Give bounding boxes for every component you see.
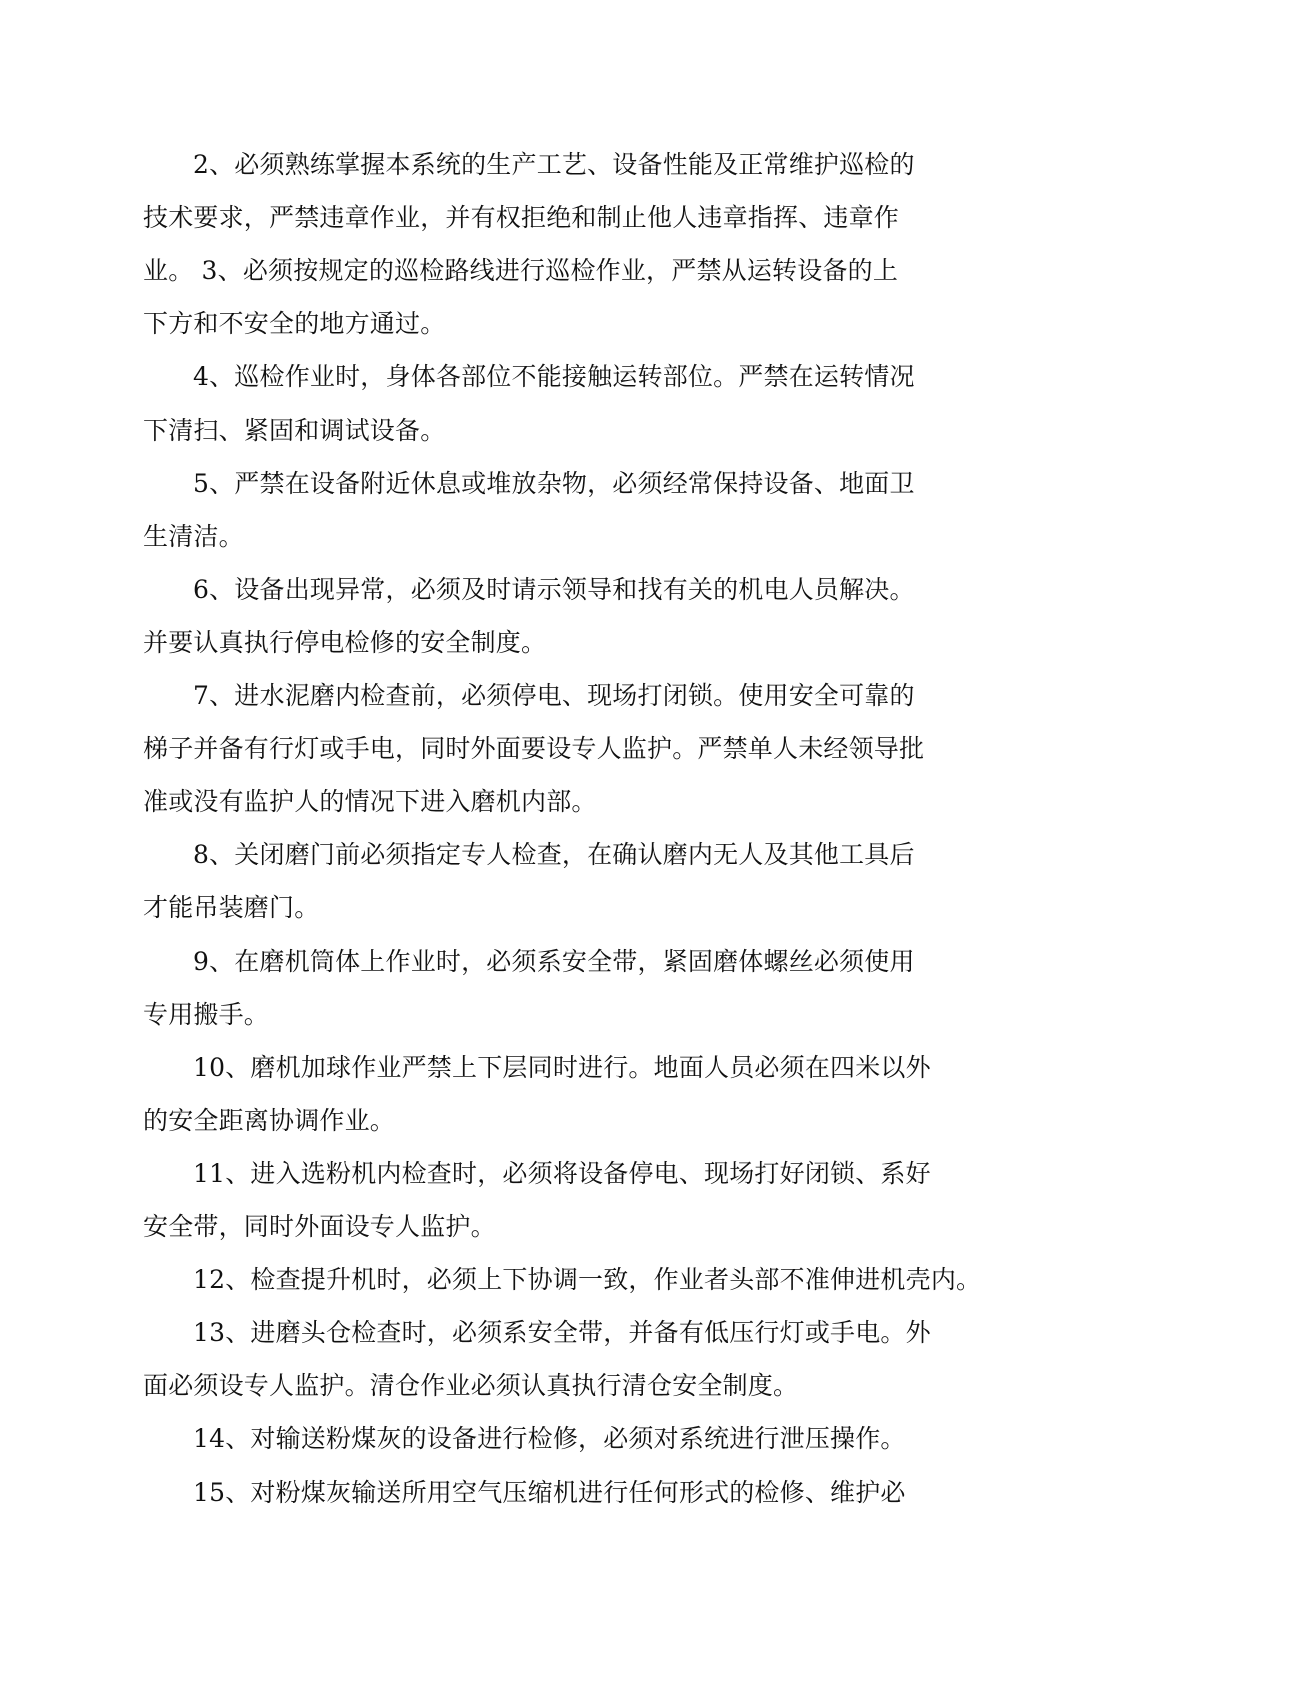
text-line: 9、在磨机筒体上作业时，必须系安全带，紧固磨体螺丝必须使用 (193, 946, 915, 976)
text-line: 13、进磨头仓检查时，必须系安全带，并备有低压行灯或手电。外 (193, 1318, 931, 1348)
text-line: 并要认真执行停电检修的安全制度。 (143, 627, 547, 657)
text-line: 5、严禁在设备附近休息或堆放杂物，必须经常保持设备、地面卫 (193, 468, 915, 498)
text-line: 4、巡检作业时，身体各部位不能接触运转部位。严禁在运转情况 (193, 362, 915, 392)
text-line: 15、对粉煤灰输送所用空气压缩机进行任何形式的检修、维护必 (193, 1477, 906, 1507)
text-line: 下清扫、紧固和调试设备。 (143, 415, 446, 445)
text-line: 技术要求，严禁违章作业，并有权拒绝和制止他人违章指挥、违章作 (143, 203, 900, 233)
text-line: 11、进入选粉机内检查时，必须将设备停电、现场打好闭锁、系好 (193, 1158, 931, 1188)
text-line: 8、关闭磨门前必须指定专人检查，在确认磨内无人及其他工具后 (193, 840, 915, 870)
text-line: 梯子并备有行灯或手电，同时外面要设专人监护。严禁单人未经领导批 (143, 734, 925, 764)
text-line: 7、进水泥磨内检查前，必须停电、现场打闭锁。使用安全可靠的 (193, 681, 915, 710)
text-line: 下方和不安全的地方通过。 (143, 309, 446, 339)
text-line: 专用搬手。 (143, 999, 270, 1029)
text-line: 准或没有监护人的情况下进入磨机内部。 (143, 787, 597, 817)
text-line: 生清洁。 (143, 521, 244, 551)
text-line: 14、对输送粉煤灰的设备进行检修，必须对系统进行泄压操作。 (193, 1424, 906, 1454)
text-line: 安全带，同时外面设专人监护。 (143, 1212, 496, 1241)
text-line: 业。 3、必须按规定的巡检路线进行巡检作业，严禁从运转设备的上 (143, 256, 899, 286)
text-line: 2、必须熟练掌握本系统的生产工艺、设备性能及正常维护巡检的 (193, 150, 915, 179)
text-line: 的安全距离协调作业。 (143, 1105, 396, 1135)
text-line: 才能吊装磨门。 (143, 893, 320, 923)
text-line: 12、检查提升机时，必须上下协调一致，作业者头部不准伸进机壳内。 (193, 1265, 982, 1295)
text-line: 面必须设专人监护。清仓作业必须认真执行清仓安全制度。 (143, 1371, 799, 1401)
text-line: 6、设备出现异常，必须及时请示领导和找有关的机电人员解决。 (193, 574, 915, 604)
text-line: 10、磨机加球作业严禁上下层同时进行。地面人员必须在四米以外 (193, 1052, 931, 1082)
